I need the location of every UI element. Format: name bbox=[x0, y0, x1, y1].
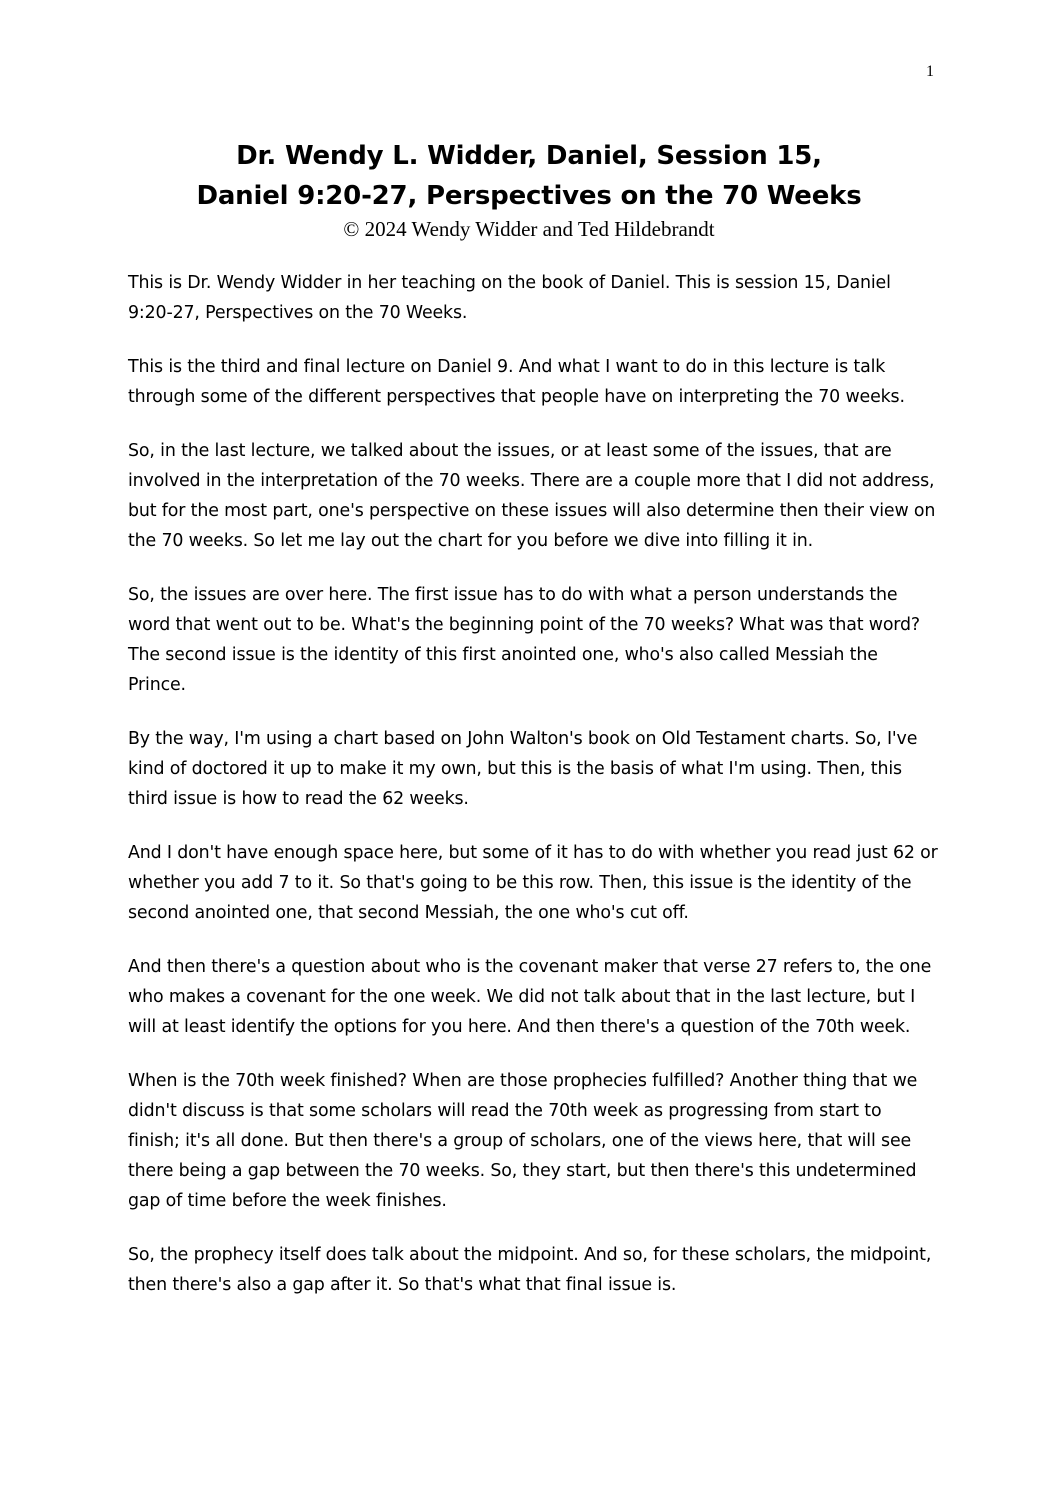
copyright-notice: © 2024 Wendy Widder and Ted Hildebrandt bbox=[343, 217, 715, 241]
paragraph: This is the third and final lecture on Daniel 9. And what I want to do in this lecture is talk through some of the different perspectives that people have on interpreting the 70 weeks. bbox=[128, 357, 905, 407]
paragraph: So, the issues are over here. The first issue has to do with what a person understands the word that went out to be. What's the beginning point of the 70 weeks? What was that word? The second issue is the identity of this first anointed one, who's also called Messiah the Prince. bbox=[128, 585, 920, 695]
document-header bbox=[0, 136, 1058, 242]
paragraph: When is the 70th week finished? When are those prophecies fulfilled? Another thing that we didn't discuss is that some scholars will read the 70th week as progressing from start to finish; it's all done. But then there's a group of scholars, one of the views here, that will see there being a gap between the 70 weeks. So, they start, but then there's this undetermined gap of time before the week finishes. bbox=[128, 1071, 918, 1211]
paragraph: So, the prophecy itself does talk about the midpoint. And so, for these scholars, the midpoint, then there's also a gap after it. So that's what that final issue is. bbox=[128, 1245, 932, 1295]
title-line-2: Daniel 9:20-27, Perspectives on the 70 Weeks bbox=[196, 181, 862, 211]
paragraph: This is Dr. Wendy Widder in her teaching on the book of Daniel. This is session 15, Daniel 9:20-27, Perspectives on the 70 Weeks. bbox=[128, 273, 891, 323]
title-line-1: Dr. Wendy L. Widder, Daniel, Session 15, bbox=[236, 141, 822, 171]
page-number: 1 bbox=[926, 63, 934, 80]
document-body bbox=[128, 268, 938, 1324]
paragraph: So, in the last lecture, we talked about the issues, or at least some of the issues, that are involved in the interpretation of the 70 weeks. There are a couple more that I did not address, but for the most part, one's perspective on these issues will also determine then their view on the 70 weeks. So let me lay out the chart for you before we dive into filling it in. bbox=[128, 441, 936, 551]
paragraph: And then there's a question about who is the covenant maker that verse 27 refers to, the one who makes a covenant for the one week. We did not talk about that in the last lecture, but I will at least identify the options for you here. And then there's a question of the 70th week. bbox=[128, 957, 932, 1037]
paragraph: By the way, I'm using a chart based on John Walton's book on Old Testament charts. So, I've kind of doctored it up to make it my own, but this is the basis of what I'm using. Then, this third issue is how to read the 62 weeks. bbox=[128, 729, 918, 809]
paragraph: And I don't have enough space here, but some of it has to do with whether you read just 62 or whether you add 7 to it. So that's going to be this row. Then, this issue is the identity of the second anointed one, that second Messiah, the one who's cut off. bbox=[128, 843, 938, 923]
